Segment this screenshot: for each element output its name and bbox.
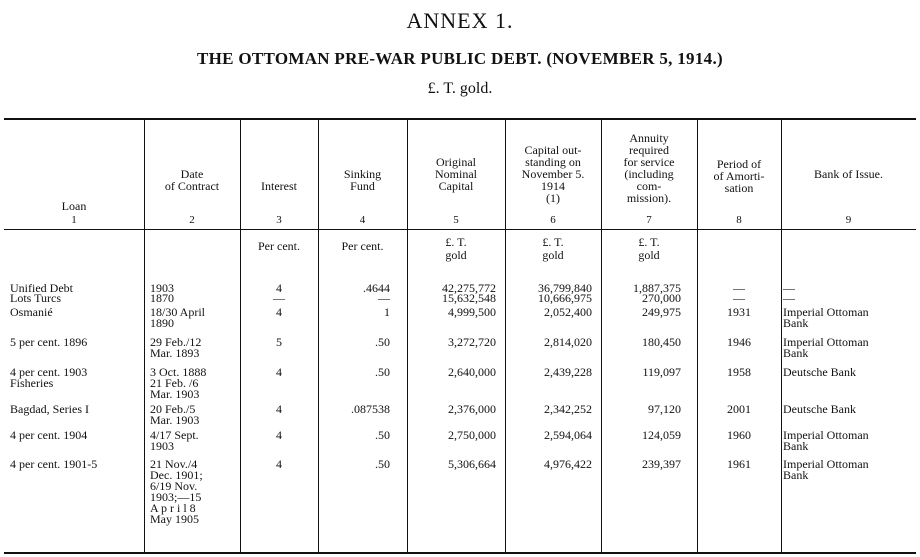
- cell-original-capital: 15,632,548: [442, 291, 496, 305]
- cell-date: 4/17 Sept. 1903: [150, 428, 199, 453]
- column-header-annuity: Annuity required for service (including com- mission).: [623, 131, 675, 205]
- cell-bank: Deutsche Bank: [783, 365, 856, 379]
- unit-sinking-fund: Per cent.: [341, 239, 384, 253]
- cell-bank: Imperial Ottoman Bank: [783, 335, 869, 360]
- cell-original-capital: 42,275,772: [442, 281, 496, 295]
- cell-loan: Unified Debt: [10, 281, 73, 295]
- cell-capital-outstanding: 2,594,064: [544, 428, 592, 442]
- cell-loan: 4 per cent. 1901-5: [10, 457, 98, 471]
- unit-interest: Per cent.: [258, 239, 300, 253]
- column-number: 3: [276, 214, 282, 226]
- cell-amortisation: 1931: [727, 305, 751, 319]
- cell-interest: —: [273, 291, 285, 305]
- cell-original-capital: 5,306,664: [448, 457, 496, 471]
- cell-bank: Imperial Ottoman Bank: [783, 428, 869, 453]
- cell-original-capital: 3,272,720: [448, 335, 496, 349]
- cell-sinking-fund: .50: [375, 457, 390, 471]
- cell-original-capital: 4,999,500: [448, 305, 496, 319]
- cell-capital-outstanding: 4,976,422: [544, 457, 592, 471]
- unit-original-capital: £. T. gold: [445, 235, 467, 262]
- cell-loan: 4 per cent. 1903 Fisheries: [10, 365, 88, 390]
- cell-interest: 4: [276, 305, 282, 319]
- cell-amortisation: 1960: [727, 428, 751, 442]
- column-number: 7: [646, 214, 652, 226]
- cell-loan: Osmanié: [10, 305, 53, 319]
- column-number: 4: [359, 214, 366, 226]
- cell-amortisation: 1961: [727, 457, 751, 471]
- page-subtitle: THE OTTOMAN PRE-WAR PUBLIC DEBT. (NOVEMBER 5, 1914.): [197, 49, 723, 68]
- cell-capital-outstanding: 2,342,252: [544, 402, 592, 416]
- table-bottom-rule: [4, 552, 916, 554]
- cell-sinking-fund: —: [378, 291, 390, 305]
- cell-sinking-fund: .50: [375, 335, 390, 349]
- cell-annuity: 180,450: [642, 335, 681, 349]
- cell-bank: Imperial Ottoman Bank: [783, 457, 869, 482]
- column-header-date: Date of Contract: [164, 167, 220, 193]
- column-number: 1: [71, 214, 77, 226]
- cell-bank: Imperial Ottoman Bank: [783, 305, 869, 330]
- unit-capital-outstanding: £. T. gold: [542, 235, 564, 262]
- column-header-loan: Loan: [61, 199, 87, 213]
- cell-amortisation: 1946: [727, 335, 751, 349]
- column-header-sinking-fund: Sinking Fund: [343, 167, 382, 193]
- cell-amortisation: —: [733, 291, 745, 305]
- cell-interest: 4: [276, 365, 282, 379]
- cell-date: 3 Oct. 1888 21 Feb. /6 Mar. 1903: [150, 365, 207, 401]
- column-number: 2: [189, 214, 195, 226]
- col-divider: [781, 120, 782, 552]
- cell-annuity: 119,097: [642, 365, 681, 379]
- column-header-interest: Interest: [261, 179, 297, 193]
- cell-date: 20 Feb./5 Mar. 1903: [150, 402, 200, 427]
- cell-interest: 5: [276, 335, 282, 349]
- cell-annuity: 124,059: [642, 428, 681, 442]
- cell-amortisation: —: [733, 281, 745, 295]
- cell-sinking-fund: .50: [375, 428, 390, 442]
- cell-capital-outstanding: 10,666,975: [538, 291, 592, 305]
- page-title: ANNEX 1.: [406, 8, 514, 33]
- cell-date: 21 Nov./4 Dec. 1901; 6/19 Nov. 1903;—15 A p r i l 8 May 1905: [150, 457, 203, 526]
- cell-bank: Deutsche Bank: [783, 402, 856, 416]
- cell-loan: 5 per cent. 1896: [10, 335, 88, 349]
- cell-amortisation: 1958: [727, 365, 751, 379]
- cell-capital-outstanding: 36,799,840: [538, 281, 592, 295]
- cell-annuity: 239,397: [642, 457, 681, 471]
- cell-bank: —: [783, 281, 795, 295]
- column-header-bank: Bank of Issue.: [814, 167, 883, 181]
- cell-date: 1903: [150, 281, 174, 295]
- cell-original-capital: 2,750,000: [448, 428, 496, 442]
- cell-interest: 4: [276, 428, 282, 442]
- cell-date: 29 Feb./12 Mar. 1893: [150, 335, 202, 360]
- currency-unit: £. T. gold.: [427, 80, 493, 97]
- cell-loan: Lots Turcs: [10, 291, 62, 305]
- column-header-capital-outstanding: Capital out- standing on November 5. 1914 (1): [521, 143, 585, 205]
- cell-bank: —: [783, 291, 795, 305]
- cell-capital-outstanding: 2,814,020: [544, 335, 592, 349]
- cell-original-capital: 2,376,000: [448, 402, 496, 416]
- cell-loan: 4 per cent. 1904: [10, 428, 88, 442]
- cell-annuity: 1,887,375: [633, 281, 681, 295]
- cell-date: 18/30 April 1890: [150, 305, 206, 330]
- cell-sinking-fund: .4644: [363, 281, 390, 295]
- cell-capital-outstanding: 2,439,228: [544, 365, 592, 379]
- cell-annuity: 97,120: [648, 402, 681, 416]
- cell-amortisation: 2001: [727, 402, 751, 416]
- cell-annuity: 270,000: [642, 291, 681, 305]
- cell-interest: 4: [276, 457, 282, 471]
- cell-sinking-fund: .50: [375, 365, 390, 379]
- column-number: 6: [550, 214, 556, 226]
- cell-original-capital: 2,640,000: [448, 365, 496, 379]
- cell-interest: 4: [276, 402, 282, 416]
- column-header-original-capital: Original Nominal Capital: [435, 155, 477, 193]
- column-number: 9: [845, 214, 852, 226]
- cell-date: 1870: [150, 291, 174, 305]
- column-header-amortisation: Period of of Amorti- sation: [713, 157, 765, 195]
- cell-sinking-fund: .087538: [351, 402, 390, 416]
- column-number: 8: [736, 214, 742, 226]
- cell-loan: Bagdad, Series I: [10, 402, 89, 416]
- cell-annuity: 249,975: [642, 305, 681, 319]
- cell-sinking-fund: 1: [384, 305, 390, 319]
- unit-annuity: £. T. gold: [638, 235, 660, 262]
- header-divider: [4, 229, 916, 230]
- cell-interest: 4: [276, 281, 282, 295]
- cell-capital-outstanding: 2,052,400: [544, 305, 592, 319]
- column-number: 5: [453, 214, 459, 226]
